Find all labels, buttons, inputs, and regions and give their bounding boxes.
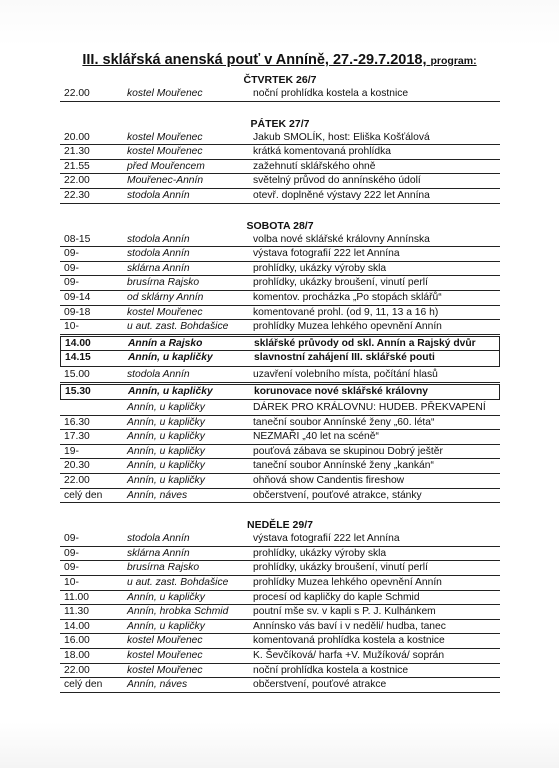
event-description: výstava fotografií 222 let Annína xyxy=(253,533,400,545)
section-gap xyxy=(60,204,500,220)
event-description: Annínsko vás baví i v neděli/ hudba, tanec xyxy=(253,620,446,632)
event-place: Annín, náves xyxy=(127,489,188,501)
event-time: 09-14 xyxy=(64,291,91,303)
schedule-row xyxy=(60,174,500,189)
schedule-row xyxy=(60,605,500,620)
event-time: 20.30 xyxy=(64,460,90,472)
event-description: prohlídky, ukázky broušení, vinutí perlí xyxy=(253,562,428,574)
event-description: noční prohlídka kostela a kostnice xyxy=(253,88,409,99)
event-place: kostel Mouřenec xyxy=(127,146,203,158)
event-time: 09- xyxy=(64,277,79,289)
event-place: Annín, u kapličky xyxy=(127,475,205,487)
event-description: komentov. procházka „Po stopách sklářů“ xyxy=(253,291,442,303)
title-main: III. sklářská anenská pouť v Anníně, 27.-29.7.2018, xyxy=(82,52,427,68)
event-time: 09- xyxy=(64,533,79,545)
event-place: Annín, u kapličky xyxy=(127,620,205,632)
event-description: výstava fotografií 222 let Annína xyxy=(253,248,400,260)
schedule-row xyxy=(60,262,500,277)
event-time: 10- xyxy=(64,577,79,589)
event-description: uzavření volebního místa, počítání hlasů xyxy=(253,368,438,380)
event-description: prohlídky, ukázky výroby skla xyxy=(253,262,387,274)
event-place: kostel Mouřenec xyxy=(127,635,203,647)
schedule-row xyxy=(60,291,500,306)
schedule-row xyxy=(60,474,500,489)
event-time: 22.00 xyxy=(64,88,90,99)
event-time: 15.30 xyxy=(65,385,91,397)
event-description: taneční soubor Annínské ženy „60. léta“ xyxy=(253,416,435,428)
schedule-row xyxy=(60,634,500,649)
event-description: zažehnutí sklářského ohně xyxy=(253,160,376,172)
event-place: Annín, hrobka Schmid xyxy=(127,606,229,618)
event-place: stodola Annín xyxy=(127,533,190,545)
page-title xyxy=(0,52,559,68)
schedule-row xyxy=(60,620,500,635)
event-description: poutní mše sv. v kapli s P. J. Kulhánkem xyxy=(253,606,436,618)
event-place: Annín, u kapličky xyxy=(127,591,205,603)
schedule-row xyxy=(60,131,500,146)
schedule-row xyxy=(60,591,500,606)
schedule-row xyxy=(61,351,499,366)
event-place: před Mouřencem xyxy=(127,160,205,172)
event-time: 17.30 xyxy=(64,431,90,443)
event-description: prohlídky, ukázky výroby skla xyxy=(253,547,387,559)
event-place: Annín, u kapličky xyxy=(127,445,205,457)
event-time: 20.00 xyxy=(64,131,90,143)
event-description: otevř. doplněné výstavy 222 let Annína xyxy=(253,189,430,201)
event-description: komentovaná prohlídka kostela a kostnice xyxy=(253,635,445,647)
day-heading: PÁTEK 27/7 xyxy=(250,117,310,130)
event-place: brusírna Rajsko xyxy=(127,562,200,574)
event-place: Annín, u kapličky xyxy=(128,385,213,397)
event-time xyxy=(60,401,127,415)
event-place: u aut. zast. Bohdašice xyxy=(127,577,229,589)
schedule-row xyxy=(60,401,500,416)
schedule-row xyxy=(60,430,500,445)
event-description: prohlídky Muzea lehkého opevnění Annín xyxy=(253,577,442,589)
section-gap xyxy=(60,503,500,519)
event-time: 22.00 xyxy=(64,664,90,676)
event-place: stodola Annín xyxy=(127,368,190,380)
event-description: slavnostní zahájení III. sklářské pouti xyxy=(254,352,435,364)
event-description: K. Ševčíková/ harfa +V. Mužíková/ soprán xyxy=(253,650,445,661)
schedule-row xyxy=(60,489,500,504)
schedule-row xyxy=(60,576,500,591)
event-place: Annín, u kapličky xyxy=(127,431,205,443)
event-place: kostel Mouřenec xyxy=(127,306,203,318)
event-description: ohňová show Candentis fireshow xyxy=(253,475,405,487)
event-place: kostel Mouřenec xyxy=(127,664,203,676)
event-time: 19- xyxy=(64,445,79,457)
event-description: krátká komentovaná prohlídka xyxy=(253,146,391,158)
event-place: Mouřenec-Annín xyxy=(127,175,204,187)
event-place: kostel Mouřenec xyxy=(127,131,203,143)
event-time: 11.30 xyxy=(64,606,90,618)
event-place: Annín, náves xyxy=(127,679,188,691)
schedule-row xyxy=(60,561,500,576)
event-time: 22.30 xyxy=(64,189,90,201)
event-place: brusírna Rajsko xyxy=(127,277,200,289)
event-time: 22.00 xyxy=(64,475,90,487)
schedule-row xyxy=(60,445,500,460)
schedule-row xyxy=(60,247,500,262)
event-description: sklářské průvody od skl. Annín a Rajský dvůr xyxy=(254,337,476,349)
schedule xyxy=(60,74,500,693)
schedule-row xyxy=(60,459,500,474)
event-place: sklárna Annín xyxy=(127,262,190,274)
schedule-row xyxy=(61,337,499,352)
schedule-row xyxy=(61,385,499,400)
event-description: NEZMAŘI „40 let na scéně“ xyxy=(253,431,379,443)
event-time: 11.00 xyxy=(64,591,90,603)
event-time: 22.00 xyxy=(64,175,90,187)
event-description: prohlídky, ukázky broušení, vinutí perlí xyxy=(253,277,428,289)
section-gap xyxy=(60,102,500,118)
day-heading: ČTVRTEK 26/7 xyxy=(243,74,317,86)
schedule-row xyxy=(60,368,500,383)
event-place: kostel Mouřenec xyxy=(127,88,203,99)
event-place: od sklárny Annín xyxy=(127,291,204,303)
schedule-row xyxy=(60,664,500,679)
event-description: komentované prohl. (od 9, 11, 13 a 16 h) xyxy=(253,306,439,318)
schedule-row xyxy=(60,233,500,248)
event-time: 14.15 xyxy=(65,352,91,364)
title-suffix: program: xyxy=(430,55,477,67)
event-time: 09- xyxy=(64,562,79,574)
event-description: občerstvení, pouťové atrakce xyxy=(253,679,387,691)
event-description: světelný průvod do annínského údolí xyxy=(253,175,421,187)
event-description: procesí od kapličky do kaple Schmid xyxy=(253,591,420,603)
event-time: celý den xyxy=(64,489,103,501)
event-place: stodola Annín xyxy=(127,233,190,245)
event-place: Annín, u kapličky xyxy=(127,460,205,472)
event-time: 21.30 xyxy=(64,146,90,158)
event-time: 14.00 xyxy=(64,620,90,632)
event-place: stodola Annín xyxy=(127,189,190,201)
event-time: 18.00 xyxy=(64,650,90,661)
schedule-row xyxy=(60,276,500,291)
day-heading: NEDĚLE 29/7 xyxy=(247,519,313,532)
event-time: 10- xyxy=(64,321,79,333)
schedule-row xyxy=(60,160,500,175)
event-description: prohlídky Muzea lehkého opevnění Annín xyxy=(253,321,442,333)
event-description: noční prohlídka kostela a kostnice xyxy=(253,664,409,676)
event-description: volba nové sklářské královny Annínska xyxy=(253,233,430,245)
event-place: u aut. zast. Bohdašice xyxy=(127,321,229,333)
event-time: 09-18 xyxy=(64,306,91,318)
event-description: pouťová zábava se skupinou Dobrý ještěr xyxy=(253,445,443,457)
event-time: 09- xyxy=(64,248,79,260)
schedule-row xyxy=(60,547,500,562)
event-description: taneční soubor Annínské ženy „kankán“ xyxy=(253,460,434,472)
event-place: Annín, u kapličky xyxy=(127,416,205,428)
event-description: Jakub SMOLÍK, host: Eliška Košťálová xyxy=(253,131,430,143)
event-time: 09- xyxy=(64,547,79,559)
event-place: sklárna Annín xyxy=(127,547,190,559)
schedule-row xyxy=(60,678,500,693)
event-time: celý den xyxy=(64,679,103,691)
highlighted-events xyxy=(60,336,500,367)
event-place: Annín a Rajsko xyxy=(128,337,203,349)
event-time: 15.00 xyxy=(64,368,90,380)
event-description: občerstvení, pouťové atrakce, stánky xyxy=(253,489,422,501)
event-time: 14.00 xyxy=(65,337,91,349)
event-description: DÁREK PRO KRÁLOVNU: HUDEB. PŘEKVAPENÍ xyxy=(253,402,486,414)
event-place: stodola Annín xyxy=(127,248,190,260)
event-place: Annín, u kapličky xyxy=(127,402,205,414)
schedule-row xyxy=(60,87,500,102)
schedule-row xyxy=(60,189,500,204)
event-time: 21.55 xyxy=(64,160,90,172)
event-time: 16.30 xyxy=(64,416,90,428)
schedule-row xyxy=(60,649,500,664)
schedule-row xyxy=(60,145,500,160)
highlighted-events xyxy=(60,384,500,401)
schedule-row xyxy=(60,416,500,431)
event-place: kostel Mouřenec xyxy=(127,650,203,661)
schedule-row xyxy=(60,532,500,547)
event-time: 09- xyxy=(64,262,79,274)
schedule-row xyxy=(60,306,500,321)
event-time: 08-15 xyxy=(64,233,91,245)
event-place: Annín, u kapličky xyxy=(128,352,213,364)
schedule-row xyxy=(60,320,500,335)
day-heading: SOBOTA 28/7 xyxy=(246,219,314,232)
event-time: 16.00 xyxy=(64,635,90,647)
event-description: korunovace nové sklářské královny xyxy=(254,385,428,397)
